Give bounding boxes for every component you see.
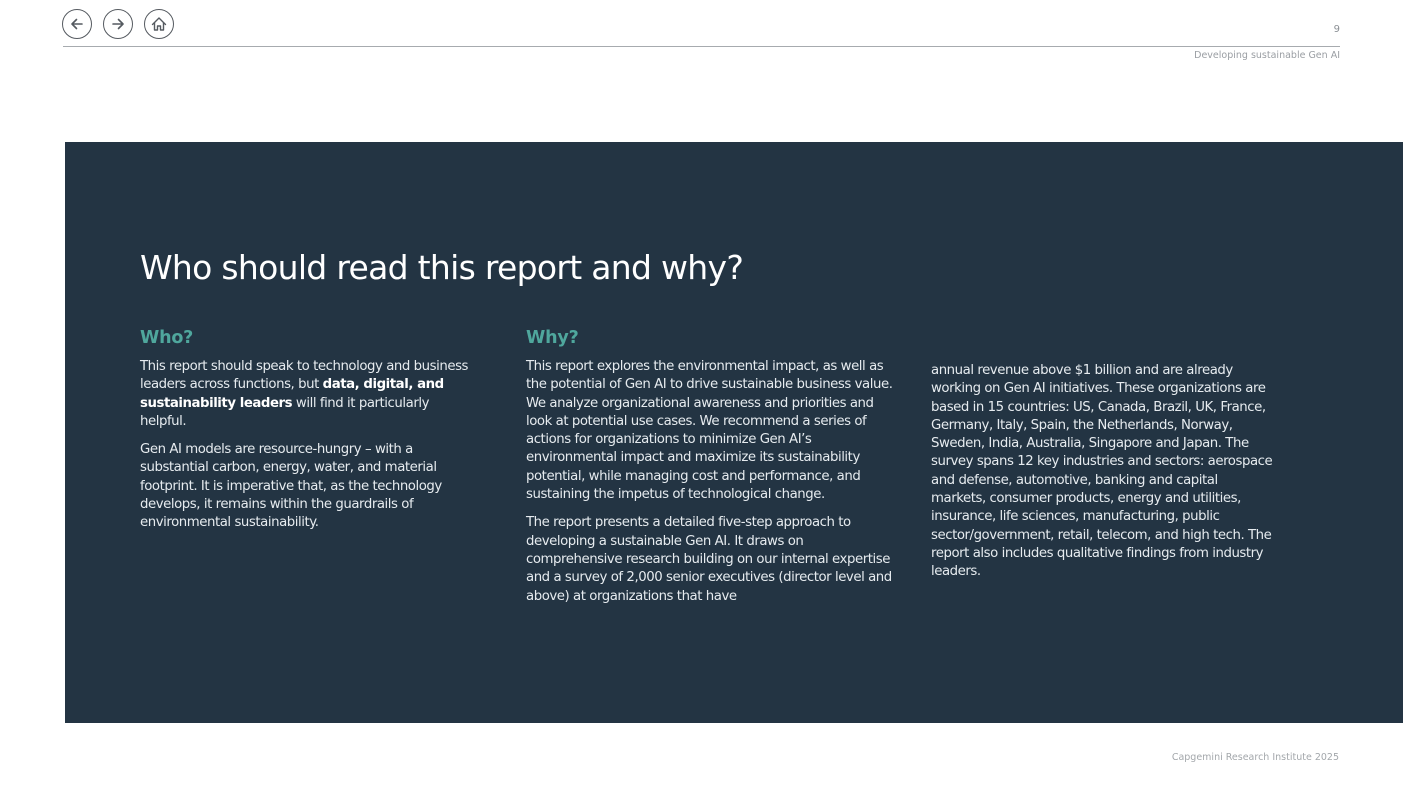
why-paragraph-1: This report explores the environmental impact, as well as the potential of Gen AI to drive sustainable business value. We analyze organizational awareness and priorities and look at potential use cases. We recommend a series of actions for organizations to minimize Gen AI’s environmental impact and maximize its sustainability potential, while managing cost and performance, and sustaining the impetus of technological change. (526, 359, 893, 503)
who-column (140, 327, 475, 543)
arrow-left-icon (68, 15, 86, 33)
who-text-tail: will find it particularly helpful. (140, 395, 430, 429)
info-panel (65, 142, 1403, 723)
footer-credit: Capgemini Research Institute 2025 (1171, 752, 1339, 763)
who-paragraph-1 (140, 358, 475, 431)
why-continued-column (931, 362, 1276, 592)
page-number: 9 (1333, 24, 1340, 35)
forward-button[interactable] (103, 9, 133, 39)
header-divider (63, 46, 1340, 47)
home-icon (150, 15, 168, 33)
arrow-right-icon (109, 15, 127, 33)
back-button[interactable] (62, 9, 92, 39)
panel-title: Who should read this report and why? (140, 248, 744, 287)
who-heading: Who? (140, 328, 194, 348)
why-heading: Why? (526, 328, 579, 348)
why-column (526, 327, 896, 616)
why-paragraph-3: annual revenue above $1 billion and are already working on Gen AI initiatives. These organizations are based in 15 countries: US, Canada, Brazil, UK, France, Germany, Italy, Spain, the Netherlands, Norway, Sweden, India, Australia, Singapore and Japan. The survey spans 12 key industries and sectors: aerospace and defense, automotive, banking and capital markets, consumer products, energy and utilities, insurance, life sciences, manufacturing, public sector/government, retail, telecom, and high tech. The report also includes qualitative findings from industry leaders. (931, 363, 1273, 580)
who-text-bold: data, digital, and sustainability leaders (140, 377, 444, 411)
who-paragraph-2: Gen AI models are resource-hungry – with a substantial carbon, energy, water, and material footprint. It is imperative that, as the technology develops, it remains within the guardrails of environmental sustainability. (140, 442, 442, 531)
home-button[interactable] (144, 9, 174, 39)
who-text-lead: This report should speak to technology and business leaders across functions, but (140, 359, 469, 393)
navigation-controls (62, 9, 174, 39)
document-title: Developing sustainable Gen AI (1194, 50, 1340, 61)
why-paragraph-2: The report presents a detailed five-step approach to developing a sustainable Gen AI. It draws on comprehensive research building on our internal expertise and a survey of 2,000 senior executives (director level and above) at organizations that have (526, 515, 892, 604)
